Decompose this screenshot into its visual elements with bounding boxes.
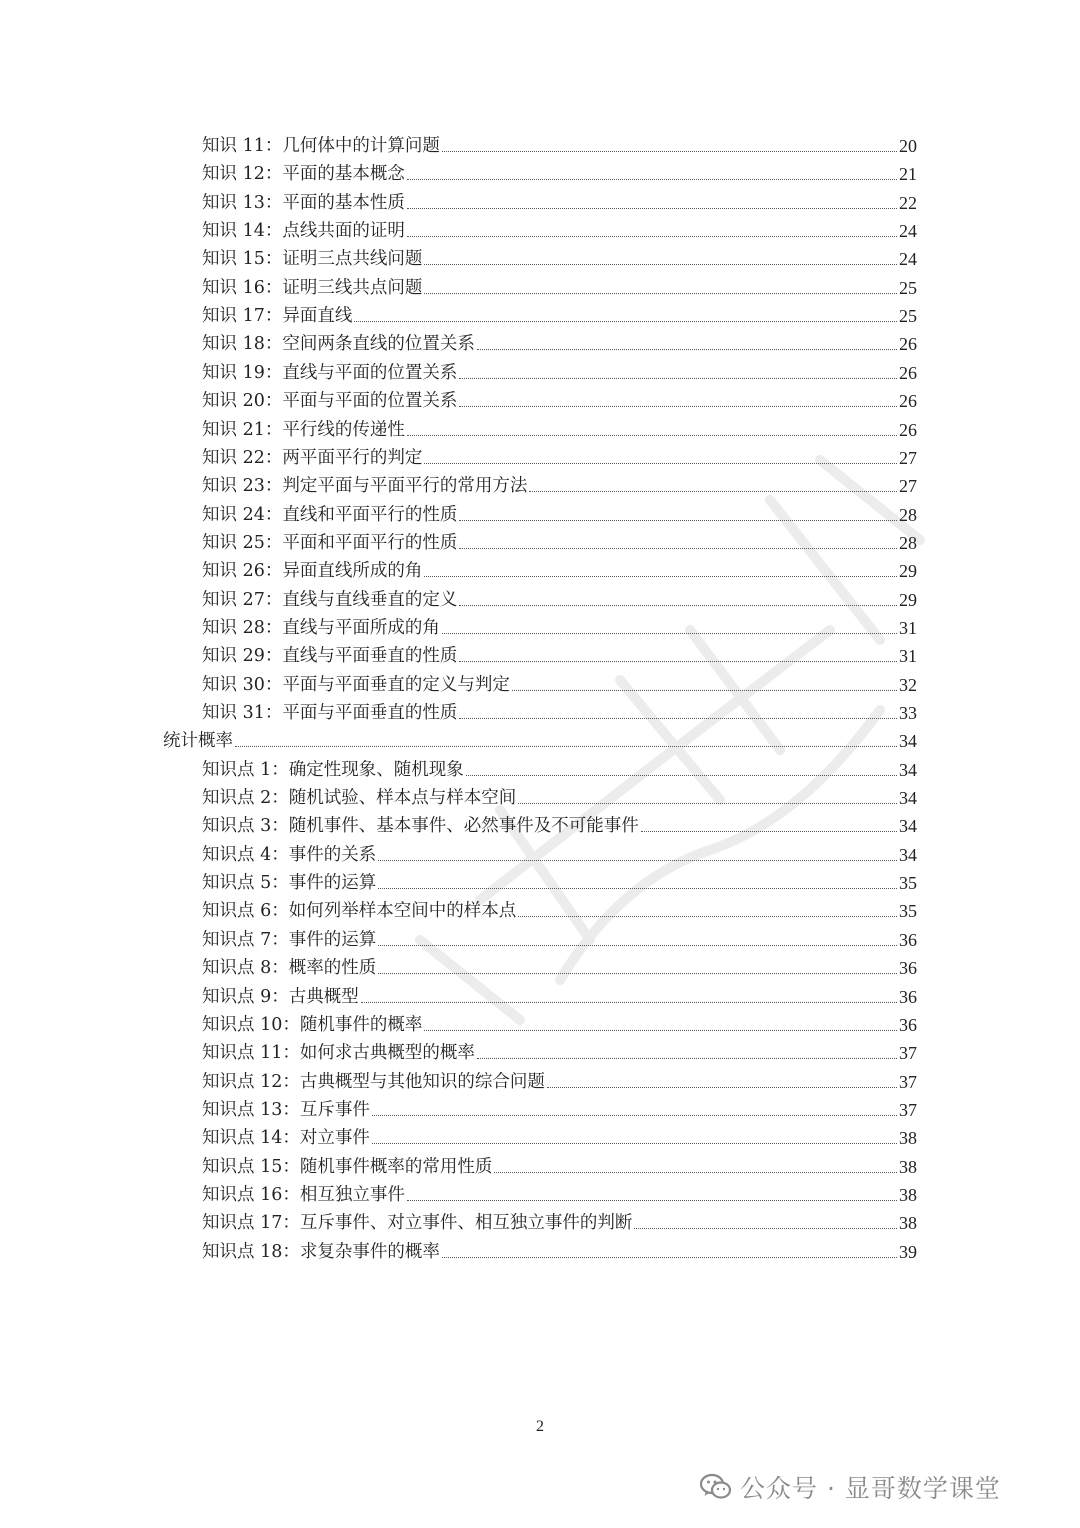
dot-leader <box>477 1058 897 1059</box>
toc-entry-label: 知识 15：证明三点共线问题 <box>202 249 423 270</box>
toc-entry[interactable] <box>202 811 917 837</box>
toc-entry-page: 36 <box>899 1014 917 1035</box>
toc-entry-page: 27 <box>899 476 917 497</box>
toc-entry[interactable] <box>202 415 917 441</box>
toc-entry-page: 35 <box>899 901 917 922</box>
toc-entry[interactable] <box>202 925 917 951</box>
toc-entry-page: 36 <box>899 986 917 1007</box>
toc-entry[interactable] <box>202 585 917 611</box>
toc-entry[interactable] <box>202 528 917 554</box>
dot-leader <box>459 548 897 549</box>
toc-entry[interactable] <box>202 868 917 894</box>
toc-entry[interactable] <box>202 1010 917 1036</box>
dot-leader <box>459 605 897 606</box>
dot-leader <box>424 264 897 265</box>
toc-entry[interactable] <box>202 159 917 185</box>
toc-entry[interactable] <box>202 982 917 1008</box>
toc-entry-page: 26 <box>899 362 917 383</box>
toc-entry-page: 37 <box>899 1043 917 1064</box>
toc-entry[interactable] <box>202 131 917 157</box>
dot-leader <box>378 973 897 974</box>
toc-entry-label: 知识 30：平面与平面垂直的定义与判定 <box>202 674 510 695</box>
dot-leader <box>407 435 897 436</box>
dot-leader <box>442 1257 897 1258</box>
toc-entry[interactable] <box>202 358 917 384</box>
dot-leader <box>372 1115 897 1116</box>
toc-entry-label: 知识点 4：事件的关系 <box>202 844 377 865</box>
toc-entry[interactable] <box>202 244 917 270</box>
toc-entry-label: 知识点 17：互斥事件、对立事件、相互独立事件的判断 <box>202 1213 633 1234</box>
dot-leader <box>459 661 897 662</box>
dot-leader <box>442 151 897 152</box>
toc-entry-label: 知识 20：平面与平面的位置关系 <box>202 391 458 412</box>
dot-leader <box>529 491 897 492</box>
toc-entry-label: 知识点 12：古典概型与其他知识的综合问题 <box>202 1071 545 1092</box>
toc-entry[interactable] <box>202 216 917 242</box>
toc-entry[interactable] <box>202 386 917 412</box>
dot-leader <box>641 831 897 832</box>
toc-entry-label: 知识 27：直线与直线垂直的定义 <box>202 589 458 610</box>
toc-entry[interactable] <box>202 556 917 582</box>
dot-leader <box>477 349 897 350</box>
toc-entry[interactable] <box>202 755 917 781</box>
toc-entry-page: 38 <box>899 1156 917 1177</box>
toc-section-entry[interactable] <box>163 726 917 752</box>
toc-entry-label: 知识点 3：随机事件、基本事件、必然事件及不可能事件 <box>202 816 639 837</box>
toc-entry-label: 知识点 1：确定性现象、随机现象 <box>202 759 464 780</box>
dot-leader <box>459 520 897 521</box>
toc-entry-page: 28 <box>899 532 917 553</box>
toc-entry-label: 知识 19：直线与平面的位置关系 <box>202 362 458 383</box>
toc-entry-page: 25 <box>899 306 917 327</box>
toc-entry-page: 36 <box>899 929 917 950</box>
toc-entry-page: 33 <box>899 703 917 723</box>
toc-entry-page: 29 <box>899 589 917 610</box>
toc-entry[interactable] <box>202 301 917 327</box>
toc-entry[interactable] <box>202 953 917 979</box>
toc-entry-page: 34 <box>899 788 917 809</box>
toc-entry-label: 知识 14：点线共面的证明 <box>202 221 405 242</box>
toc-entry-page: 26 <box>899 419 917 440</box>
toc-entry[interactable] <box>202 1237 917 1263</box>
watermark-text: 公众号 · 显哥数学课堂 <box>740 1474 1001 1503</box>
toc-entry-label: 统计概率 <box>163 731 233 752</box>
toc-entry-label: 知识 25：平面和平面平行的性质 <box>202 532 458 553</box>
toc-entry-page: 31 <box>899 646 917 667</box>
toc-entry-label: 知识点 7：事件的运算 <box>202 929 377 950</box>
dot-leader <box>494 1172 897 1173</box>
toc-entry-label: 知识 16：证明三线共点问题 <box>202 277 423 298</box>
toc-entry-label: 知识点 14：对立事件 <box>202 1128 370 1149</box>
toc-entry[interactable] <box>202 188 917 214</box>
toc-entry[interactable] <box>202 273 917 299</box>
toc-entry-label: 知识 31：平面与平面垂直的性质 <box>202 703 458 723</box>
toc-entry-label: 知识 17：异面直线 <box>202 306 353 327</box>
dot-leader <box>442 633 897 634</box>
toc-entry-page: 26 <box>899 334 917 355</box>
dot-leader <box>378 888 897 889</box>
dot-leader <box>407 179 897 180</box>
dot-leader <box>372 1143 897 1144</box>
dot-leader <box>634 1228 897 1229</box>
toc-entry-page: 38 <box>899 1128 917 1149</box>
toc-entry[interactable] <box>202 1180 917 1206</box>
dot-leader <box>424 576 897 577</box>
toc-entry-page: 38 <box>899 1213 917 1234</box>
dot-leader <box>518 803 897 804</box>
toc-entry-page: 35 <box>899 873 917 894</box>
dot-leader <box>424 293 897 294</box>
toc-entry-label: 知识 11：几何体中的计算问题 <box>202 136 440 156</box>
toc-entry[interactable] <box>202 896 917 922</box>
toc-entry-label: 知识点 9：古典概型 <box>202 986 359 1007</box>
toc-entry[interactable] <box>202 443 917 469</box>
toc-entry-page: 34 <box>899 759 917 780</box>
toc-entry-page: 32 <box>899 674 917 695</box>
toc-entry-label: 知识 21：平行线的传递性 <box>202 419 405 440</box>
toc-entry-label: 知识点 15：随机事件概率的常用性质 <box>202 1156 493 1177</box>
toc-entry-page: 37 <box>899 1099 917 1120</box>
toc-entry[interactable] <box>202 1152 917 1178</box>
toc-entry[interactable] <box>202 329 917 355</box>
toc-entry-label: 知识 13：平面的基本性质 <box>202 192 405 213</box>
toc-entry-label: 知识 23：判定平面与平面平行的常用方法 <box>202 476 528 497</box>
dot-leader <box>378 945 897 946</box>
dot-leader <box>459 718 897 719</box>
toc-entry-page: 22 <box>899 192 917 213</box>
dot-leader <box>378 860 897 861</box>
dot-leader <box>466 775 897 776</box>
toc-entry[interactable] <box>202 641 917 667</box>
dot-leader <box>424 463 897 464</box>
toc-entry-label: 知识 12：平面的基本概念 <box>202 164 405 185</box>
toc-entry-page: 21 <box>899 164 917 185</box>
toc-entry-page: 29 <box>899 561 917 582</box>
toc-entry[interactable] <box>202 500 917 526</box>
dot-leader <box>407 236 897 237</box>
toc-entry-page: 28 <box>899 504 917 525</box>
toc-entry[interactable] <box>202 840 917 866</box>
wechat-watermark <box>700 1470 1001 1504</box>
toc-entry-page: 26 <box>899 391 917 412</box>
toc-entry-label: 知识点 10：随机事件的概率 <box>202 1014 423 1035</box>
page-number: 2 <box>536 1418 544 1435</box>
toc-entry[interactable] <box>202 1095 917 1121</box>
toc-entry-page: 25 <box>899 277 917 298</box>
toc-entry-page: 31 <box>899 617 917 638</box>
dot-leader <box>407 1200 897 1201</box>
toc-entry-label: 知识 22：两平面平行的判定 <box>202 447 423 468</box>
wechat-icon <box>700 1472 732 1502</box>
toc-entry[interactable] <box>202 1038 917 1064</box>
toc-entry-page: 36 <box>899 958 917 979</box>
toc-entry-page: 34 <box>899 844 917 865</box>
dot-leader <box>354 321 897 322</box>
toc-entry-label: 知识点 6：如何列举样本空间中的样本点 <box>202 901 517 922</box>
toc-entry-page: 20 <box>899 136 917 156</box>
toc-entry-page: 39 <box>899 1241 917 1262</box>
toc-entry[interactable] <box>202 1123 917 1149</box>
toc-entry-page: 37 <box>899 1071 917 1092</box>
dot-leader <box>407 208 897 209</box>
toc-entry-page: 24 <box>899 249 917 270</box>
dot-leader <box>518 916 897 917</box>
toc-entry-label: 知识点 13：互斥事件 <box>202 1099 370 1120</box>
toc-entry[interactable] <box>202 670 917 696</box>
toc-entry-label: 知识点 18：求复杂事件的概率 <box>202 1241 440 1262</box>
toc-entry-label: 知识点 16：相互独立事件 <box>202 1184 405 1205</box>
toc-entry-page: 34 <box>899 816 917 837</box>
toc-entry[interactable] <box>202 1208 917 1234</box>
toc-entry[interactable] <box>202 783 917 809</box>
toc-entry[interactable] <box>202 1067 917 1093</box>
toc-entry[interactable] <box>202 698 917 724</box>
toc-entry-page: 34 <box>899 731 917 752</box>
dot-leader <box>459 406 897 407</box>
dot-leader <box>424 1030 897 1031</box>
toc-entry-label: 知识点 8：概率的性质 <box>202 958 377 979</box>
dot-leader <box>235 746 897 747</box>
toc-entry-label: 知识 18：空间两条直线的位置关系 <box>202 334 475 355</box>
toc-entry[interactable] <box>202 471 917 497</box>
toc-entry-label: 知识点 2：随机试验、样本点与样本空间 <box>202 788 517 809</box>
toc-entry-page: 27 <box>899 447 917 468</box>
toc-entry-label: 知识点 5：事件的运算 <box>202 873 377 894</box>
dot-leader <box>361 1002 897 1003</box>
dot-leader <box>547 1087 897 1088</box>
dot-leader <box>459 378 897 379</box>
toc-entry-label: 知识 26：异面直线所成的角 <box>202 561 423 582</box>
toc-entry[interactable] <box>202 613 917 639</box>
dot-leader <box>512 690 897 691</box>
toc-entry-page: 38 <box>899 1184 917 1205</box>
toc-entry-label: 知识 24：直线和平面平行的性质 <box>202 504 458 525</box>
toc-entry-label: 知识 28：直线与平面所成的角 <box>202 617 440 638</box>
toc-entry-label: 知识点 11：如何求古典概型的概率 <box>202 1043 475 1064</box>
toc-entry-label: 知识 29：直线与平面垂直的性质 <box>202 646 458 667</box>
toc-entry-page: 24 <box>899 221 917 242</box>
